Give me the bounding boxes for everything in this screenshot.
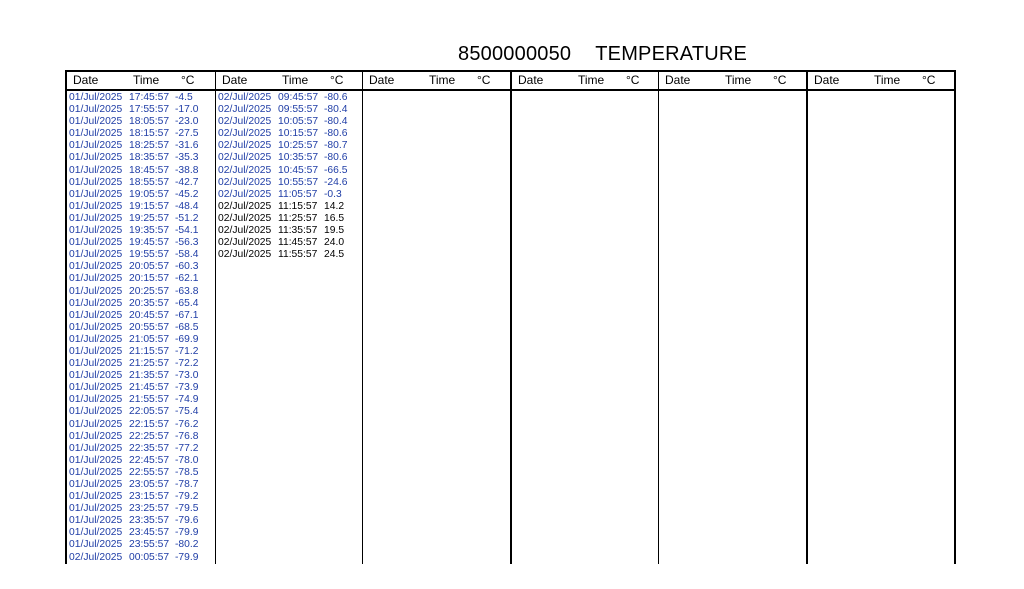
reading-value: -80.6 [324, 128, 348, 140]
header-time: Time [429, 73, 456, 87]
reading-date: 01/Jul/2025 [69, 491, 123, 503]
reading-time: 11:15:57 [278, 200, 318, 212]
reading-time: 00:05:57 [129, 551, 170, 563]
header-unit: °C [773, 73, 787, 87]
reading-value: -69.9 [175, 333, 199, 345]
reading-value: -51.2 [175, 212, 199, 224]
reading-row [216, 165, 362, 177]
reading-date: 02/Jul/2025 [218, 164, 272, 176]
reading-time: 23:45:57 [129, 527, 170, 539]
reading-time: 10:25:57 [278, 140, 319, 152]
reading-date: 01/Jul/2025 [69, 164, 123, 176]
reading-time: 21:55:57 [129, 394, 170, 406]
reading-row [67, 431, 215, 443]
reading-time: 10:55:57 [278, 176, 319, 188]
reading-time: 20:55:57 [129, 321, 170, 333]
reading-value: -31.6 [175, 140, 199, 152]
reading-time: 22:55:57 [129, 466, 170, 478]
column-header [216, 72, 362, 91]
reading-date: 01/Jul/2025 [69, 345, 123, 357]
reading-date: 02/Jul/2025 [69, 551, 123, 563]
reading-time: 19:45:57 [129, 237, 170, 249]
column-header [659, 72, 806, 91]
reading-value: -68.5 [175, 321, 199, 333]
reading-time: 09:55:57 [278, 104, 319, 116]
reading-value: -79.5 [175, 503, 199, 515]
reading-value: -17.0 [175, 104, 199, 116]
column-header [363, 72, 510, 91]
column-header [808, 72, 954, 91]
reading-date: 01/Jul/2025 [69, 333, 123, 345]
reading-value: -80.7 [324, 140, 348, 152]
reading-date: 01/Jul/2025 [69, 454, 123, 466]
reading-row [67, 261, 215, 273]
reading-date: 01/Jul/2025 [69, 442, 123, 454]
reading-value: -71.2 [175, 345, 199, 357]
reading-value: -78.5 [175, 466, 199, 478]
reading-time: 21:05:57 [129, 333, 170, 345]
reading-value: -45.2 [175, 188, 199, 200]
reading-value: -80.2 [175, 539, 199, 551]
log-column-6 [806, 72, 954, 564]
reading-row [67, 406, 215, 418]
log-column-1 [67, 72, 215, 564]
reading-time: 10:05:57 [278, 116, 319, 128]
reading-time: 18:25:57 [129, 140, 170, 152]
reading-date: 01/Jul/2025 [69, 394, 123, 406]
reading-date: 02/Jul/2025 [218, 92, 272, 103]
reading-row [216, 92, 362, 104]
log-column-5 [658, 72, 806, 564]
reading-date: 01/Jul/2025 [69, 479, 123, 490]
reading-date: 02/Jul/2025 [218, 249, 272, 261]
reading-date: 01/Jul/2025 [69, 503, 123, 515]
reading-time: 21:35:57 [129, 370, 170, 382]
reading-time: 17:55:57 [129, 104, 170, 116]
reading-time: 11:25:57 [278, 212, 318, 224]
reading-date: 01/Jul/2025 [69, 128, 123, 140]
reading-time: 22:05:57 [129, 406, 170, 418]
reading-row [67, 128, 215, 140]
reading-time: 20:45:57 [129, 309, 170, 321]
reading-row [67, 298, 215, 310]
header-date: Date [518, 73, 544, 87]
report-title [458, 42, 747, 66]
reading-value: -79.6 [175, 515, 199, 527]
reading-date: 01/Jul/2025 [69, 261, 123, 273]
reading-value: -67.1 [175, 309, 199, 321]
reading-time: 11:45:57 [278, 237, 318, 249]
reading-row [67, 419, 215, 431]
reading-date: 02/Jul/2025 [218, 212, 272, 224]
reading-row [216, 152, 362, 164]
header-unit: °C [626, 73, 640, 87]
reading-value: -56.3 [175, 237, 199, 249]
reading-date: 01/Jul/2025 [69, 406, 123, 418]
reading-value: -38.8 [175, 164, 199, 176]
reading-row [67, 273, 215, 285]
reading-value: -65.4 [175, 297, 199, 309]
reading-date: 02/Jul/2025 [218, 176, 272, 188]
reading-value: -78.0 [175, 454, 199, 466]
header-time: Time [874, 73, 901, 87]
reading-time: 18:05:57 [129, 116, 170, 128]
reading-value: -23.0 [175, 116, 199, 128]
reading-list [67, 91, 215, 564]
reading-row [67, 515, 215, 527]
reading-time: 23:15:57 [129, 491, 170, 503]
reading-value: -77.2 [175, 442, 199, 454]
reading-value: 16.5 [324, 212, 345, 224]
reading-row [67, 286, 215, 298]
header-date: Date [222, 73, 248, 87]
log-column-2 [215, 72, 362, 564]
reading-list [659, 91, 806, 92]
reading-row [216, 189, 362, 201]
reading-value: 24.5 [324, 249, 345, 261]
reading-value: -48.4 [175, 200, 199, 212]
reading-row [216, 140, 362, 152]
reading-time: 11:35:57 [278, 225, 318, 237]
reading-value: -76.2 [175, 418, 199, 430]
reading-date: 02/Jul/2025 [218, 104, 272, 116]
reading-row [67, 322, 215, 334]
reading-value: -42.7 [175, 176, 199, 188]
header-date: Date [73, 73, 99, 87]
reading-row [216, 177, 362, 189]
reading-date: 01/Jul/2025 [69, 430, 123, 442]
reading-time: 21:45:57 [129, 382, 170, 394]
reading-value: -73.9 [175, 382, 199, 394]
reading-value: -4.5 [175, 92, 193, 103]
reading-time: 20:35:57 [129, 297, 170, 309]
reading-list [216, 91, 362, 261]
reading-date: 01/Jul/2025 [69, 418, 123, 430]
reading-time: 10:45:57 [278, 164, 319, 176]
reading-time: 22:35:57 [129, 442, 170, 454]
reading-value: -80.4 [324, 116, 348, 128]
reading-list [808, 91, 954, 92]
header-date: Date [665, 73, 691, 87]
reading-time: 19:05:57 [129, 188, 170, 200]
reading-date: 02/Jul/2025 [218, 188, 272, 200]
reading-value: -27.5 [175, 128, 199, 140]
header-time: Time [725, 73, 752, 87]
temperature-log-table [65, 70, 956, 564]
log-column-4 [510, 72, 658, 564]
reading-date: 01/Jul/2025 [69, 200, 123, 212]
reading-time: 11:55:57 [278, 249, 318, 261]
reading-value: -79.9 [175, 527, 199, 539]
reading-date: 01/Jul/2025 [69, 225, 123, 237]
header-time: Time [282, 73, 309, 87]
reading-row [67, 479, 215, 491]
reading-value: -62.1 [175, 273, 199, 285]
reading-value: -79.9 [175, 551, 199, 563]
reading-date: 01/Jul/2025 [69, 273, 123, 285]
reading-date: 01/Jul/2025 [69, 370, 123, 382]
reading-value: -0.3 [324, 188, 342, 200]
header-unit: °C [330, 73, 344, 87]
reading-date: 01/Jul/2025 [69, 176, 123, 188]
reading-row [67, 249, 215, 261]
reading-row [216, 201, 362, 213]
reading-row [216, 237, 362, 249]
reading-time: 18:15:57 [129, 128, 170, 140]
reading-value: -80.6 [324, 92, 348, 103]
reading-time: 09:45:57 [278, 92, 319, 103]
reading-row [67, 189, 215, 201]
reading-row [67, 503, 215, 515]
reading-date: 01/Jul/2025 [69, 152, 123, 164]
reading-time: 19:55:57 [129, 249, 170, 261]
reading-date: 01/Jul/2025 [69, 212, 123, 224]
reading-time: 22:15:57 [129, 418, 170, 430]
reading-time: 20:25:57 [129, 285, 170, 297]
reading-time: 23:55:57 [129, 539, 170, 551]
reading-row [67, 310, 215, 322]
reading-value: 24.0 [324, 237, 345, 249]
reading-time: 10:15:57 [278, 128, 319, 140]
reading-date: 02/Jul/2025 [218, 237, 272, 249]
reading-row [67, 140, 215, 152]
reading-date: 02/Jul/2025 [218, 116, 272, 128]
reading-date: 01/Jul/2025 [69, 321, 123, 333]
reading-time: 21:25:57 [129, 358, 170, 370]
reading-time: 19:15:57 [129, 200, 170, 212]
reading-date: 02/Jul/2025 [218, 152, 272, 164]
reading-time: 19:35:57 [129, 225, 170, 237]
reading-row [67, 552, 215, 564]
reading-date: 02/Jul/2025 [218, 200, 272, 212]
header-unit: °C [181, 73, 195, 87]
reading-value: 14.2 [324, 200, 345, 212]
header-unit: °C [922, 73, 936, 87]
reading-date: 01/Jul/2025 [69, 382, 123, 394]
reading-row [67, 152, 215, 164]
reading-date: 01/Jul/2025 [69, 466, 123, 478]
reading-row [216, 249, 362, 261]
reading-value: -66.5 [324, 164, 348, 176]
reading-value: -35.3 [175, 152, 199, 164]
reading-value: -24.6 [324, 176, 348, 188]
reading-date: 01/Jul/2025 [69, 237, 123, 249]
reading-row [67, 455, 215, 467]
reading-value: -78.7 [175, 479, 199, 490]
reading-value: -79.2 [175, 491, 199, 503]
reading-value: 19.5 [324, 225, 345, 237]
reading-date: 01/Jul/2025 [69, 188, 123, 200]
reading-row [67, 394, 215, 406]
reading-row [67, 104, 215, 116]
reading-value: -58.4 [175, 249, 199, 261]
reading-value: -73.0 [175, 370, 199, 382]
reading-time: 18:35:57 [129, 152, 170, 164]
header-date: Date [814, 73, 840, 87]
reading-row [67, 443, 215, 455]
reading-row [67, 213, 215, 225]
reading-time: 22:25:57 [129, 430, 170, 442]
reading-row [67, 116, 215, 128]
reading-time: 20:05:57 [129, 261, 170, 273]
reading-row [216, 213, 362, 225]
reading-time: 23:25:57 [129, 503, 170, 515]
reading-date: 01/Jul/2025 [69, 297, 123, 309]
reading-row [67, 177, 215, 189]
reading-row [67, 165, 215, 177]
reading-row [67, 358, 215, 370]
header-time: Time [578, 73, 605, 87]
reading-date: 02/Jul/2025 [218, 140, 272, 152]
header-time: Time [133, 73, 160, 87]
reading-time: 20:15:57 [129, 273, 170, 285]
reading-row [67, 237, 215, 249]
reading-date: 01/Jul/2025 [69, 249, 123, 261]
reading-row [67, 370, 215, 382]
reading-row [67, 225, 215, 237]
reading-row [67, 382, 215, 394]
reading-list [512, 91, 658, 92]
header-date: Date [369, 73, 395, 87]
reading-row [67, 467, 215, 479]
reading-row [216, 128, 362, 140]
reading-row [216, 116, 362, 128]
reading-value: -54.1 [175, 225, 199, 237]
reading-row [216, 225, 362, 237]
reading-row [67, 334, 215, 346]
reading-date: 01/Jul/2025 [69, 358, 123, 370]
reading-row [67, 92, 215, 104]
reading-row [67, 527, 215, 539]
reading-date: 01/Jul/2025 [69, 104, 123, 116]
reading-time: 21:15:57 [129, 345, 170, 357]
reading-date: 01/Jul/2025 [69, 539, 123, 551]
reading-time: 22:45:57 [129, 454, 170, 466]
reading-row [67, 346, 215, 358]
reading-time: 10:35:57 [278, 152, 319, 164]
reading-time: 18:45:57 [129, 164, 170, 176]
column-header [67, 72, 215, 91]
reading-value: -80.4 [324, 104, 348, 116]
reading-value: -75.4 [175, 406, 199, 418]
report-label: TEMPERATURE [595, 43, 748, 65]
reading-value: -76.8 [175, 430, 199, 442]
reading-row [67, 491, 215, 503]
reading-time: 17:45:57 [129, 92, 170, 103]
reading-time: 23:35:57 [129, 515, 170, 527]
reading-time: 23:05:57 [129, 479, 170, 490]
reading-row [216, 104, 362, 116]
reading-list [363, 91, 510, 92]
reading-row [67, 201, 215, 213]
reading-date: 01/Jul/2025 [69, 140, 123, 152]
reading-date: 01/Jul/2025 [69, 116, 123, 128]
reading-time: 19:25:57 [129, 212, 170, 224]
reading-date: 02/Jul/2025 [218, 225, 272, 237]
reading-date: 01/Jul/2025 [69, 92, 123, 103]
device-serial: 8500000050 [458, 43, 572, 65]
reading-row [67, 539, 215, 551]
log-column-3 [362, 72, 510, 564]
reading-date: 01/Jul/2025 [69, 515, 123, 527]
reading-value: -63.8 [175, 285, 199, 297]
reading-date: 01/Jul/2025 [69, 309, 123, 321]
reading-time: 18:55:57 [129, 176, 170, 188]
reading-date: 01/Jul/2025 [69, 527, 123, 539]
reading-value: -60.3 [175, 261, 199, 273]
reading-value: -80.6 [324, 152, 348, 164]
reading-time: 11:05:57 [278, 188, 318, 200]
reading-date: 01/Jul/2025 [69, 285, 123, 297]
reading-value: -74.9 [175, 394, 199, 406]
reading-value: -72.2 [175, 358, 199, 370]
reading-date: 02/Jul/2025 [218, 128, 272, 140]
header-unit: °C [477, 73, 491, 87]
column-header [512, 72, 658, 91]
